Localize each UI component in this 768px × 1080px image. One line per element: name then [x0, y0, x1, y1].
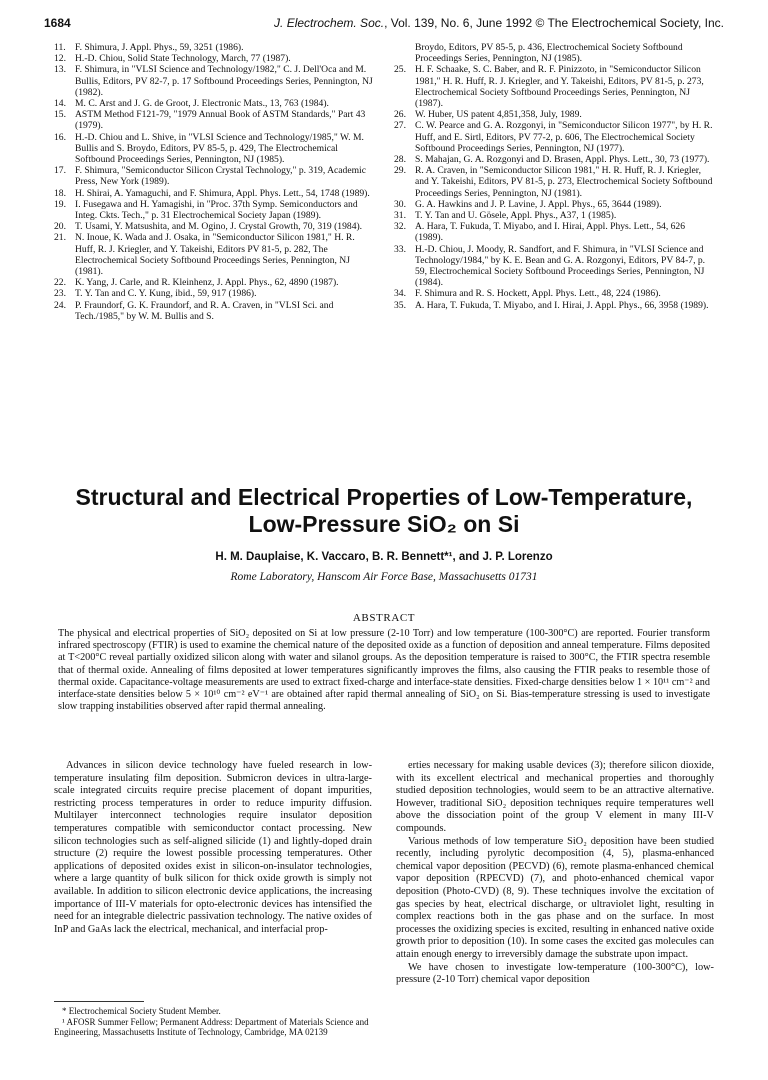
- paragraph: * Electrochemical Society Student Member.: [62, 1006, 221, 1016]
- reference-item: [54, 42, 374, 53]
- reference-text: T. Y. Tan and C. Y. Kung, ibid., 59, 917 (1986).: [75, 288, 257, 300]
- reference-text: H.-D. Chiou and L. Shive, in "VLSI Science and Technology/1985," W. M. Bullis and S. Broydo, Editors, PV 85-5, p. 429, The Electrochemical Softbound Proceedings Series, Pennington, NJ (1985).: [75, 131, 364, 166]
- reference-text: K. Yang, J. Carle, and R. Kleinhenz, J. Appl. Phys., 62, 4890 (1987).: [75, 277, 339, 289]
- reference-item: [394, 42, 714, 64]
- reference-item: [394, 244, 714, 289]
- reference-number: 24.: [54, 299, 66, 311]
- reference-number: 31.: [394, 210, 406, 222]
- reference-text: F. Shimura, "Semiconductor Silicon Crystal Technology," p. 319, Academic Press, New York (1989).: [75, 165, 366, 188]
- reference-item: [394, 165, 714, 199]
- reference-number: 26.: [394, 109, 406, 121]
- reference-item: [394, 64, 714, 109]
- reference-text: H.-D. Chiou, Solid State Technology, March, 77 (1987).: [75, 53, 291, 65]
- abstract-heading: ABSTRACT: [352, 612, 416, 624]
- reference-text: Broydo, Editors, PV 85-5, p. 436, Electrochemical Society Softbound Proceedings Series, Pennington, NJ (1985).: [415, 42, 683, 65]
- reference-number: 28.: [394, 154, 406, 166]
- reference-text: W. Huber, US patent 4,851,358, July, 1989.: [415, 109, 582, 121]
- reference-text: G. A. Hawkins and J. P. Lavine, J. Appl. Phys., 65, 3644 (1989).: [415, 198, 662, 210]
- article-title: [40, 484, 728, 538]
- reference-item: [54, 109, 374, 131]
- reference-number: 27.: [394, 120, 406, 132]
- reference-item: [54, 53, 374, 64]
- reference-number: 34.: [394, 288, 406, 300]
- reference-item: [54, 221, 374, 232]
- paragraph: Advances in silicon device technology have fueled research in low-temperature insulating film deposition. Submicron devices in ultra-large-scale integrated circuits require precise placement of dopant impurities, restricting process temperatures in order to reduce impurity diffusion. Multilayer interconnect technologies require insulator deposition temperatures compatible with semiconductor contact processing. New silicon technologies such as self-aligned silicide (1) and lightly-doped drain structure (2) require the lowest possible processing temperatures. Other applications of deposited oxides exist in silicon-on-insulator technologies, where a large quantity of bulk silicon for thick oxide growth is simply not available. In addition to silicon electronic device applications, the increasing importance of III-V materials for opto-electronic devices has intensified the need for an integrable dielectric passivation technology. The native oxides of InP and GaAs lack the electrical, mechanical, and interfacial prop-: [54, 760, 372, 935]
- references-left-column: [54, 42, 374, 322]
- reference-number: 15.: [54, 109, 66, 121]
- reference-text: A. Hara, T. Fukuda, T. Miyabo, and I. Hirai, J. Appl. Phys., 66, 3958 (1989).: [415, 299, 709, 311]
- paragraph: ¹ AFOSR Summer Fellow; Permanent Address: Department of Materials Science and Engineering, Massachusetts Institute of Technology, Cambridge, MA 02139: [54, 1016, 369, 1037]
- reference-item: [54, 277, 374, 288]
- reference-item: [394, 300, 714, 311]
- reference-item: [54, 199, 374, 221]
- reference-text: P. Fraundorf, G. K. Fraundorf, and R. A. Craven, in "VLSI Sci. and Tech./1985," by W. M. Bullis and S.: [75, 299, 334, 322]
- reference-number: 17.: [54, 165, 66, 177]
- reference-item: [394, 210, 714, 221]
- reference-text: ASTM Method F121-79, "1979 Annual Book of ASTM Standards," Part 43 (1979).: [75, 109, 366, 132]
- reference-text: F. Shimura, in "VLSI Science and Technology/1982," C. J. Dell'Oca and M. Bullis, Editors, PV 82-7, p. 17 Softbound Proceedings Series, Pennington, NJ (1982).: [75, 64, 373, 98]
- reference-text: N. Inoue, K. Wada and J. Osaka, in "Semiconductor Silicon 1981," H. R. Huff, R. J. Kriegler, and Y. Takeishi, Editors PV 81-5, p. 282, The Electrochemical Society Softbound Proceedings Series, Pennington, NJ (1981).: [75, 232, 355, 278]
- page-number: 1684: [44, 16, 71, 30]
- journal-citation: [274, 16, 724, 30]
- reference-text: R. A. Craven, in "Semiconductor Silicon 1981," H. R. Huff, R. J. Kriegler, and Y. Takeishi, Editors, PV 81-5, p. 273, Electrochemical Society Softbound Proceedings Series, Pennington, NJ (1981).: [415, 165, 713, 199]
- footnotes: [54, 1006, 374, 1038]
- reference-number: 16.: [54, 131, 66, 143]
- reference-text: T. Usami, Y. Matsushita, and M. Ogino, J. Crystal Growth, 70, 319 (1984).: [75, 221, 363, 233]
- reference-number: 13.: [54, 64, 66, 76]
- reference-number: 11.: [54, 42, 66, 53]
- reference-text: F. Shimura and R. S. Hockett, Appl. Phys. Lett., 48, 224 (1986).: [415, 288, 661, 300]
- reference-text: C. W. Pearce and G. A. Rozgonyi, in "Semiconductor Silicon 1977", by H. R. Huff, and E. Sirtl, Editors, PV 77-2, p. 606, The Electrochemical Society Softbound Proceedings Series, Pennington, NJ (1977).: [415, 120, 713, 154]
- reference-number: 19.: [54, 198, 66, 210]
- reference-item: [54, 98, 374, 109]
- reference-item: [54, 288, 374, 299]
- reference-number: 20.: [54, 221, 66, 233]
- reference-number: 35.: [394, 299, 406, 311]
- reference-number: 29.: [394, 165, 406, 177]
- footnote-rule: [54, 1001, 144, 1002]
- reference-text: M. C. Arst and J. G. de Groot, J. Electronic Mats., 13, 763 (1984).: [75, 98, 329, 110]
- reference-number: 33.: [394, 243, 406, 255]
- article-title-line-1: Structural and Electrical Properties of Low-Temperature,: [75, 484, 693, 510]
- reference-number: 30.: [394, 198, 406, 210]
- reference-text: H. Shirai, A. Yamaguchi, and F. Shimura, Appl. Phys. Lett., 54, 1748 (1989).: [75, 187, 370, 199]
- article-title-line-2: Low-Pressure SiO₂ on Si: [248, 511, 520, 537]
- paragraph: erties necessary for making usable devices (3); therefore silicon dioxide, with its excellent electrical and mechanical properties and thoroughly studied deposition technologies, would seem to be an attractive alternative. However, traditional SiO₂ deposition techniques require temperatures well above the dissociation point of the group V element in many III-V compounds.: [396, 760, 714, 834]
- reference-number: 18.: [54, 187, 66, 199]
- references-right-column: [394, 42, 714, 311]
- reference-text: I. Fusegawa and H. Yamagishi, in "Proc. 37th Symp. Semiconductors and Integ. Ckts. Tech.," p. 31 Electrochemical Society Japan (1989).: [75, 198, 358, 222]
- abstract-text: The physical and electrical properties of SiO₂ deposited on Si at low pressure (2-10 Torr) and low temperature (100-300°C) are reported. Fourier transform infrared spectroscopy (FTIR) is used to examine the chemical nature of the deposited oxide as a function of deposition and anneal temperature. Films deposited at T<200°C reveal partially oxidized silicon along with water and silanol groups. As the deposition temperature is raised to 300°C, the FTIR spectra resemble that of thermal oxide. Annealing of films deposited at lower temperatures significantly improves the films, also causing the FTIR peaks to resemble those of thermal oxide. Capacitance-voltage measurements are used to extract fixed-charge and interface-state densities. Fixed-charge densities below 1 × 10¹¹ cm⁻² and interface-state densities below 5 × 10¹⁰ cm⁻² eV⁻¹ are obtained after rapid thermal annealing of SiO₂ on Si. Bias-temperature stressing is used to investigate slow trapping instabilities observed after rapid thermal annealing.: [58, 628, 710, 713]
- article-affiliation: Rome Laboratory, Hanscom Air Force Base, Massachusetts 01731: [230, 571, 538, 583]
- article-authors: H. M. Dauplaise, K. Vaccaro, B. R. Bennett*¹, and J. P. Lorenzo: [215, 551, 553, 563]
- reference-item: [394, 120, 714, 154]
- reference-text: H.-D. Chiou, J. Moody, R. Sandfort, and F. Shimura, in "VLSI Science and Technology/1984," by K. E. Bean and G. A. Rozgonyi, Editors, PV 84-7, p. 59, Electrochemical Society Softbound Proceedings Series, Pennington, NJ (1984).: [415, 243, 706, 289]
- reference-number: 14.: [54, 98, 66, 110]
- journal-issue: , Vol. 139, No. 6, June 1992 © The Electrochemical Society, Inc.: [384, 16, 724, 30]
- paragraph: Various methods of low temperature SiO₂ deposition have been studied recently, including pyrolytic decomposition (4, 5), plasma-enhanced chemical vapor deposition (PECVD) (6), remote plasma-enhanced chemical vapor deposition (RPECVD) (7), and photo-enhanced chemical vapor deposition (Photo-CVD) (8, 9). These techniques involve the excitation of gas species by heat, electrical discharge, or ultraviolet light, resulting in complex reactions both in the gas phase and on the surface. In most processes the oxidizing species is excited, resulting in enhanced native oxide growth prior to deposition (10). In some cases the excited gas molecules can attain enough energy to irreversibly damage the substrate upon impact.: [396, 835, 714, 960]
- body-right-column: [396, 760, 714, 987]
- running-header: [44, 16, 724, 32]
- reference-text: F. Shimura, J. Appl. Phys., 59, 3251 (1986).: [75, 42, 244, 53]
- journal-name: J. Electrochem. Soc.: [274, 16, 385, 30]
- reference-text: S. Mahajan, G. A. Rozgonyi and D. Brasen, Appl. Phys. Lett., 30, 73 (1977).: [415, 154, 710, 166]
- body-left-column: [54, 760, 372, 936]
- reference-item: [394, 154, 714, 165]
- reference-item: [54, 188, 374, 199]
- reference-item: [54, 132, 374, 166]
- reference-item: [54, 64, 374, 98]
- reference-item: [54, 300, 374, 322]
- reference-number: 22.: [54, 277, 66, 289]
- reference-number: 32.: [394, 221, 406, 233]
- reference-item: [394, 109, 714, 120]
- reference-item: [394, 199, 714, 210]
- reference-text: H. F. Schaake, S. C. Baber, and R. F. Pinizzoto, in "Semiconductor Silicon 1981," H. R. Huff, R. J. Kriegler, and Y. Takeishi, Editors, PV 81-5, p. 273, Electrochemical Society Softbound Proceedings Series, Pennington, NJ (1987).: [415, 64, 704, 110]
- reference-number: 21.: [54, 232, 66, 244]
- reference-number: 12.: [54, 53, 66, 65]
- paragraph: We have chosen to investigate low-temperature (100-300°C), low-pressure (2-10 Torr) chemical vapor deposition: [396, 961, 714, 986]
- reference-item: [54, 232, 374, 277]
- reference-number: 23.: [54, 288, 66, 300]
- reference-item: [394, 288, 714, 299]
- reference-number: 25.: [394, 64, 406, 76]
- reference-text: A. Hara, T. Fukuda, T. Miyabo, and I. Hirai, Appl. Phys. Lett., 54, 626 (1989).: [415, 221, 686, 244]
- reference-text: T. Y. Tan and U. Gösele, Appl. Phys., A37, 1 (1985).: [415, 210, 617, 222]
- reference-item: [54, 165, 374, 187]
- reference-item: [394, 221, 714, 243]
